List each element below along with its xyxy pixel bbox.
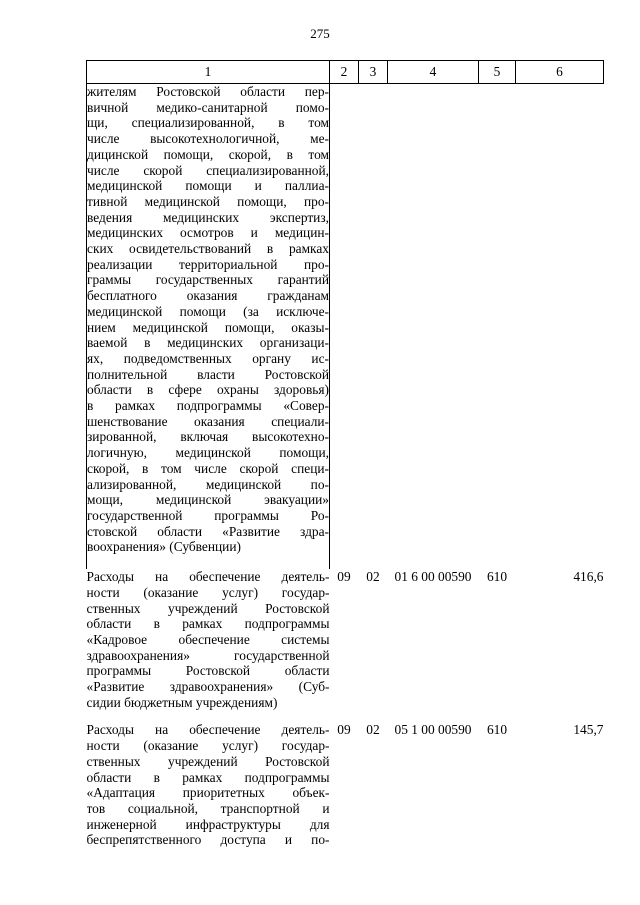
description-line: беспрепятственного доступа и по- [86,832,330,848]
row-section-code [330,84,359,570]
table-row [87,722,604,860]
budget-table [86,60,604,860]
description-line: нием медицинской помощи, оказы- [87,319,329,335]
column-header-1: 1 [87,61,330,84]
description-line: ализированной, медицинской по- [87,476,329,492]
description-line: числе высокотехнологичной, ме- [87,131,329,147]
row-description [87,722,330,860]
description-line: области в рамках подпрограммы [86,616,330,632]
row-expense-type: 610 [486,569,508,585]
description-line: тов социальной, транспортной и [86,800,330,816]
row-target-code [388,84,479,570]
row-description [87,84,330,570]
description-line: сидии бюджетным учреждениям) [86,694,278,710]
description-line: граммы государственных гарантий [87,272,329,288]
description-line: Расходы на обеспечение деятель- [86,569,330,585]
description-line: бесплатного оказания гражданам [87,288,329,304]
description-line: реализации территориальной про- [87,256,329,272]
table-row [87,569,604,722]
description-line: шенствование оказания специали- [87,413,329,429]
column-header-6: 6 [516,61,604,84]
description-line: ности (оказание услуг) государ- [86,738,330,754]
description-line: тивной медицинской помощи, про- [87,193,329,209]
description-line: «Кадровое обеспечение системы [86,631,330,647]
description-line: ях, подведомственных органу ис- [87,350,329,366]
row-subsection-code: 02 [366,722,380,738]
description-line: щи, специализированной, в том [87,115,329,131]
table-row [87,84,604,570]
description-line: жителям Ростовской области пер- [87,84,329,99]
description-line: ведения медицинских экспертиз, [87,209,329,225]
description-line: воохранения» (Субвенции) [87,539,241,555]
description-line: вичной медико-санитарной помо- [87,99,329,115]
description-line: медицинской помощи и паллиа- [87,178,329,194]
row-section-code: 09 [337,722,351,738]
description-line: Расходы на обеспечение деятель- [86,722,330,738]
description-line: «Адаптация приоритетных объек- [86,785,330,801]
description-line: медицинской помощи (за исключе- [87,303,329,319]
row-expense-type [479,84,516,570]
row-amount: 416,6 [573,569,604,585]
description-line: государственной программы Ро- [87,507,329,523]
description-line: ности (оказание услуг) государ- [86,584,330,600]
row-description [87,569,330,722]
description-line: логичную, медицинской помощи, [87,445,329,461]
description-line: ваемой в медицинских организаци- [87,335,329,351]
description-line: «Развитие здравоохранения» (Суб- [86,679,330,695]
description-line: инженерной инфраструктуры для [86,816,330,832]
table-header-row [87,61,604,84]
column-header-4: 4 [388,61,479,84]
description-line: ских освидетельствований в рамках [87,241,329,257]
column-header-3: 3 [359,61,388,84]
description-line: мощи, медицинской эвакуации» [87,492,329,508]
description-line: стовской области «Развитие здра- [87,523,329,539]
description-line: программы Ростовской области [86,663,330,679]
row-section-code: 09 [337,569,351,585]
column-header-5: 5 [479,61,516,84]
row-amount: 145,7 [573,722,604,738]
description-line: числе скорой специализированной, [87,162,329,178]
description-line: ственных учреждений Ростовской [86,753,330,769]
row-target-code: 05 1 00 00590 [394,722,472,738]
description-line: области в рамках подпрограммы [86,769,330,785]
description-line: медицинских осмотров и медицин- [87,225,329,241]
description-line: здравоохранения» государственной [86,647,330,663]
description-line: дицинской помощи, скорой, в том [87,146,329,162]
description-line: зированной, включая высокотехно- [87,429,329,445]
description-line: ственных учреждений Ростовской [86,600,330,616]
column-header-2: 2 [330,61,359,84]
description-line: скорой, в том числе скорой специ- [87,460,329,476]
description-line: полнительной власти Ростовской [87,366,329,382]
row-subsection-code [359,84,388,570]
description-line: в рамках подпрограммы «Совер- [87,398,329,414]
row-subsection-code: 02 [366,569,380,585]
row-amount [516,84,604,570]
row-target-code: 01 6 00 00590 [394,569,472,585]
page-number: 275 [310,26,330,41]
row-expense-type: 610 [486,722,508,738]
description-line: области в сфере охраны здоровья) [87,382,329,398]
